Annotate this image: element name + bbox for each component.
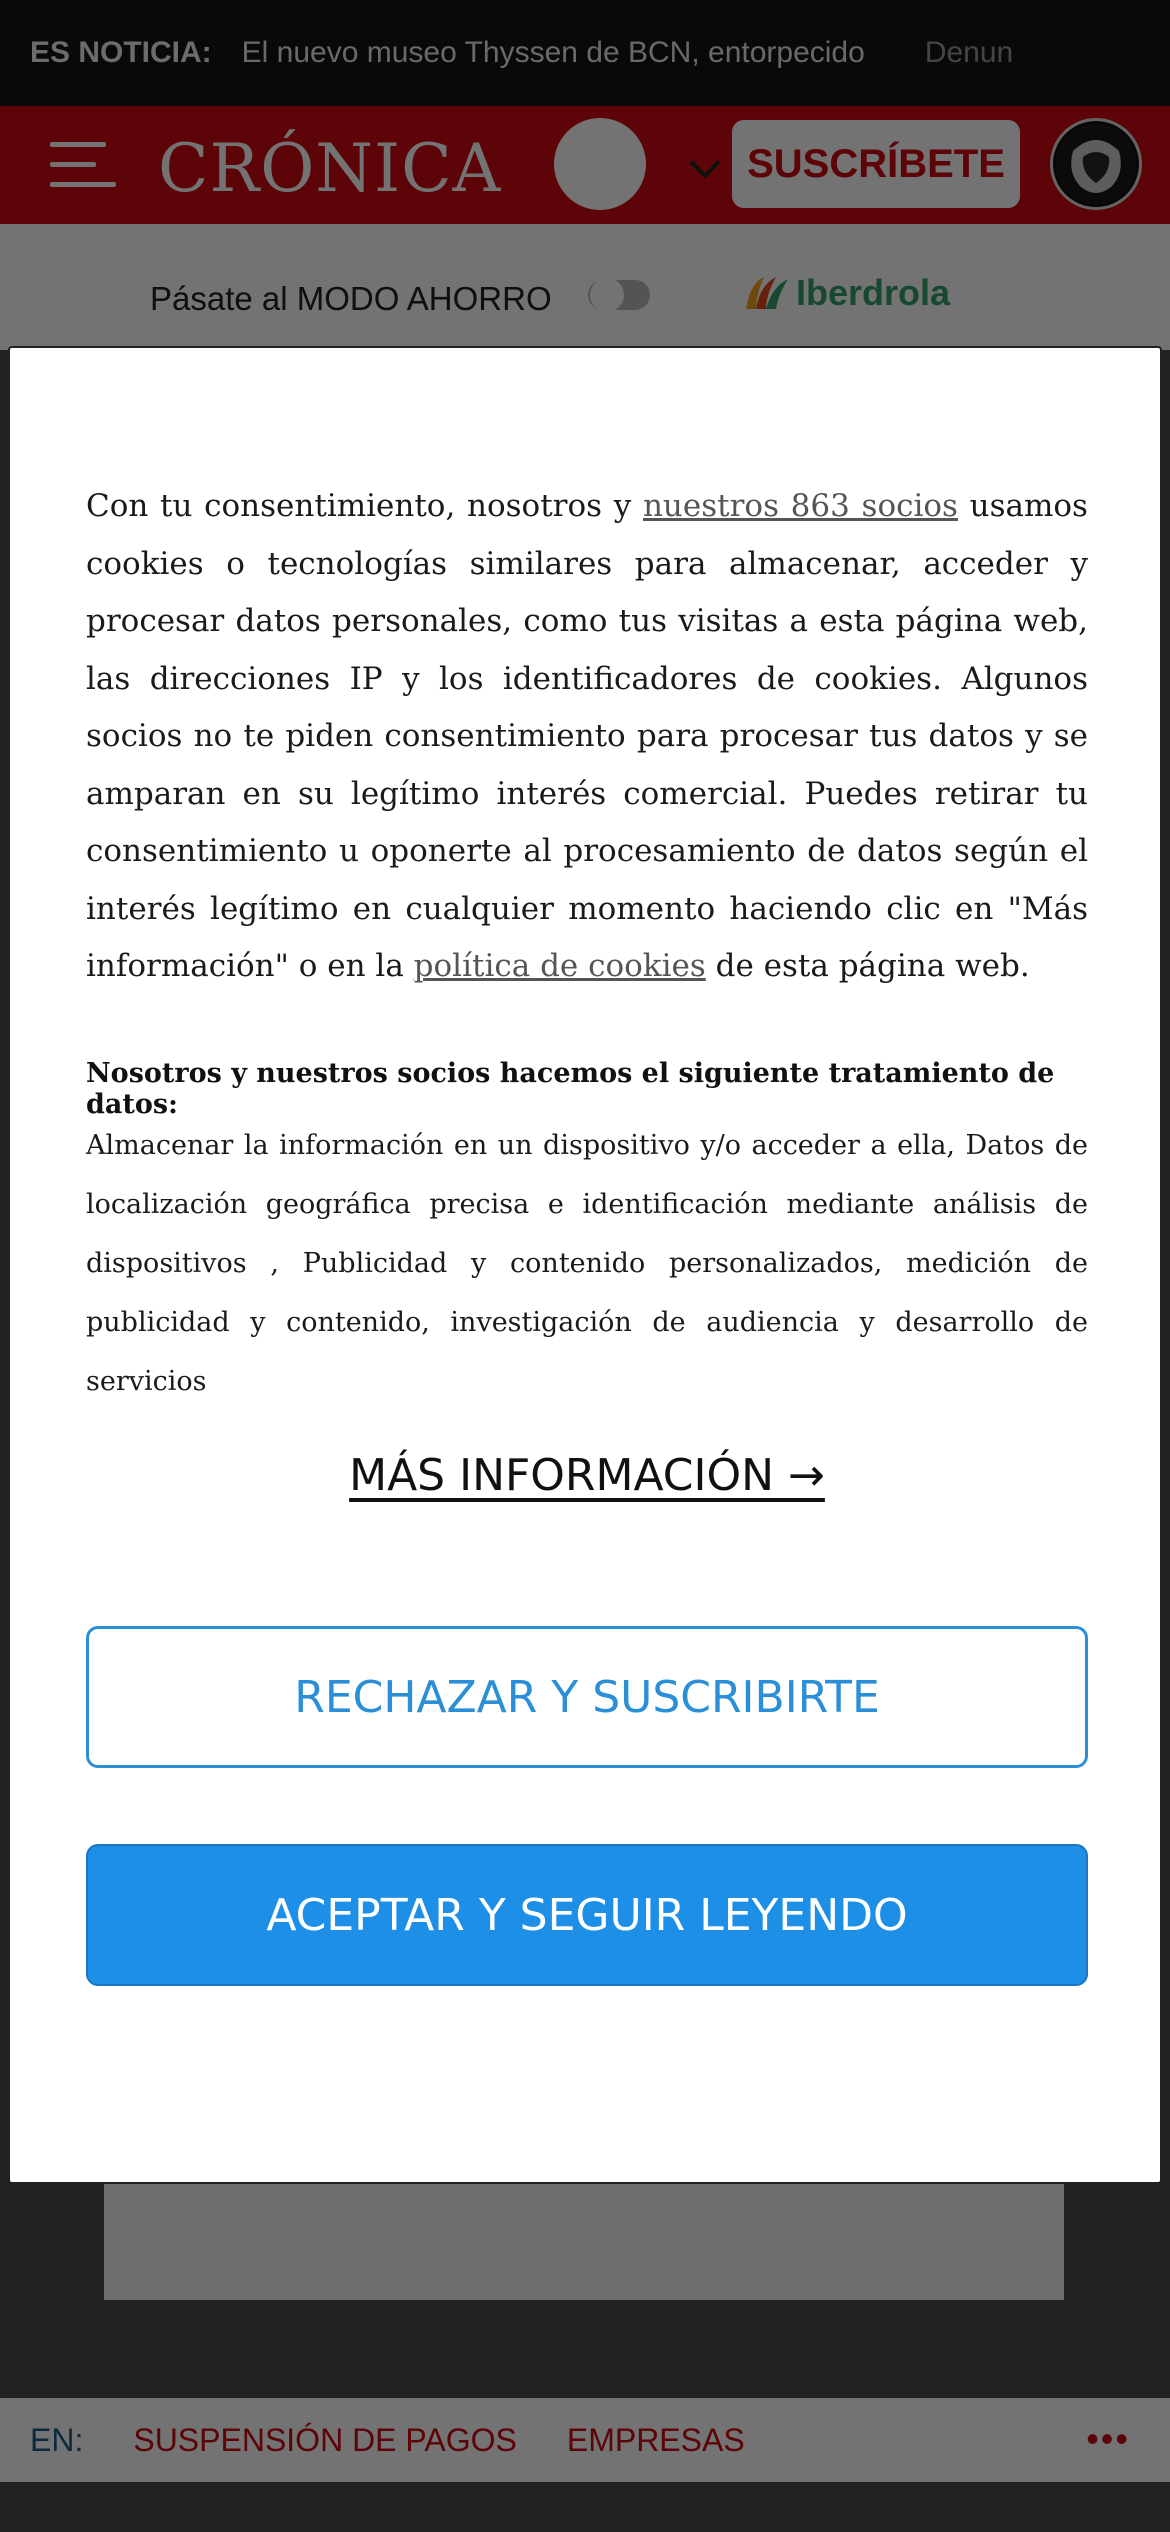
consent-description: Con tu consentimiento, nosotros y nuestros 863 socios usamos cookies o tecnologías similares para almacenar, acceder y procesar datos personales, como tus visitas a esta página web, las direcciones IP y los identificadores de cookies. Algunos socios no te piden consentimiento para procesar tus datos y se amparan en su legítimo interés comercial. Puedes retirar tu consentimiento u oponerte al procesamiento de datos según el interés legítimo en cualquier momento haciendo clic en "Más información" o en la política de cookies de esta página web. — [86, 488, 1088, 984]
purposes-text: Almacenar la información en un dispositivo y/o acceder a ella, Datos de localización geográfica precisa e identificación mediante análisis de dispositivos , Publicidad y contenido personalizados, medición de publicidad y contenido, investigación de audiencia y desarrollo de servicios — [86, 1130, 1088, 1397]
partners-link[interactable]: nuestros 863 socios — [642, 488, 958, 524]
cookie-policy-link[interactable]: política de cookies — [413, 948, 706, 984]
cookie-consent-dialog — [8, 346, 1162, 2184]
more-info-link[interactable]: MÁS INFORMACIÓN → — [349, 1450, 825, 1501]
accept-and-continue-button[interactable]: ACEPTAR Y SEGUIR LEYENDO — [86, 1844, 1088, 1986]
reject-and-subscribe-button[interactable]: RECHAZAR Y SUSCRIBIRTE — [86, 1626, 1088, 1768]
purposes-heading: Nosotros y nuestros socios hacemos el siguiente tratamiento de datos: — [86, 1058, 1055, 1120]
